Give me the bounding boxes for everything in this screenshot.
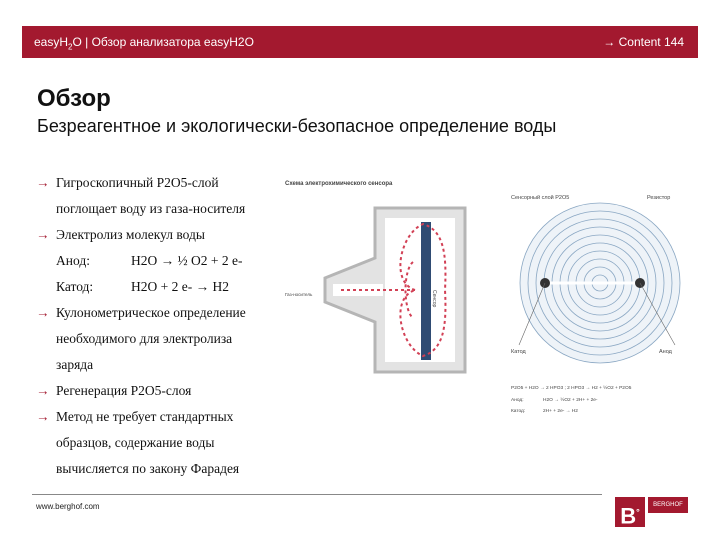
reaction-equation-2: H2O → ½O2 + 2H+ + 2e- (543, 398, 598, 403)
resistor-label: Резистор (647, 195, 671, 201)
reaction-label-anode: Анод: (511, 398, 524, 403)
page-title: Обзор (37, 85, 111, 112)
header-bar (22, 26, 698, 58)
inlet-label: Газ-носитель (285, 292, 313, 297)
sensor-label: Сенсор (431, 290, 437, 308)
footer-url[interactable]: www.berghof.com (36, 502, 100, 511)
arrow-right-icon: → (36, 227, 50, 242)
list-item: → Гигроскопичный P2O5-слой (36, 170, 306, 196)
list-item: → Регенерация P2O5-слоя (36, 378, 306, 404)
sensor-crosssection-diagram (505, 185, 695, 425)
reaction-equation-1: P2O5 + H2O → 2 HPO3 ; 2 HPO3 → H2 + ½O2 + P2O5 (511, 386, 632, 391)
berghof-logo-wordmark: BERGHOF (648, 497, 688, 513)
header-breadcrumb: easyH$_2$O | Обзор анализатора easyH2O (34, 35, 254, 52)
arrow-right-icon: → (36, 305, 50, 320)
cathode-label: Катод (511, 349, 526, 355)
sensor-scheme-diagram (285, 172, 495, 382)
bullet-list: → Гигроскопичный P2O5-слой поглощает воду из газа-носителя → Электролиз молекул воды Анод: H2O → ½ O2 + 2 e- Катод: H2O + 2 e- → H2 → Кулонометрическое определение необходимого для электролиза заряда → Регенерация P2O5-слоя → Метод не требует стандартных образцов, содержание воды вычисляется по закону Фарадея (36, 170, 306, 482)
footer-divider (32, 494, 602, 495)
arrow-right-icon: → (36, 383, 50, 398)
berghof-logo: B° (615, 497, 645, 527)
sensing-layer-label: Сенсорный слой P2O5 (511, 195, 570, 201)
list-item: → Кулонометрическое определение (36, 300, 306, 326)
page-subtitle: Безреагентное и экологически-безопасное определение воды (37, 116, 557, 136)
arrow-right-icon: → (36, 175, 50, 190)
list-item: → Метод не требует стандартных (36, 404, 306, 430)
list-item: → Электролиз молекул воды (36, 222, 306, 248)
sensor-electrode (421, 222, 431, 360)
anode-label: Анод (659, 349, 672, 355)
arrow-right-icon: → (603, 35, 616, 49)
sensor-scheme-caption: Схема электрохимического сенсора (285, 181, 393, 187)
arrow-right-icon: → (36, 409, 50, 424)
reaction-label-cathode: Катод: (511, 409, 526, 414)
gas-channel (333, 284, 383, 296)
reaction-equation-3: 2H+ + 2e- → H2 (543, 409, 578, 414)
content-link[interactable]: → Content 144 (603, 35, 684, 49)
